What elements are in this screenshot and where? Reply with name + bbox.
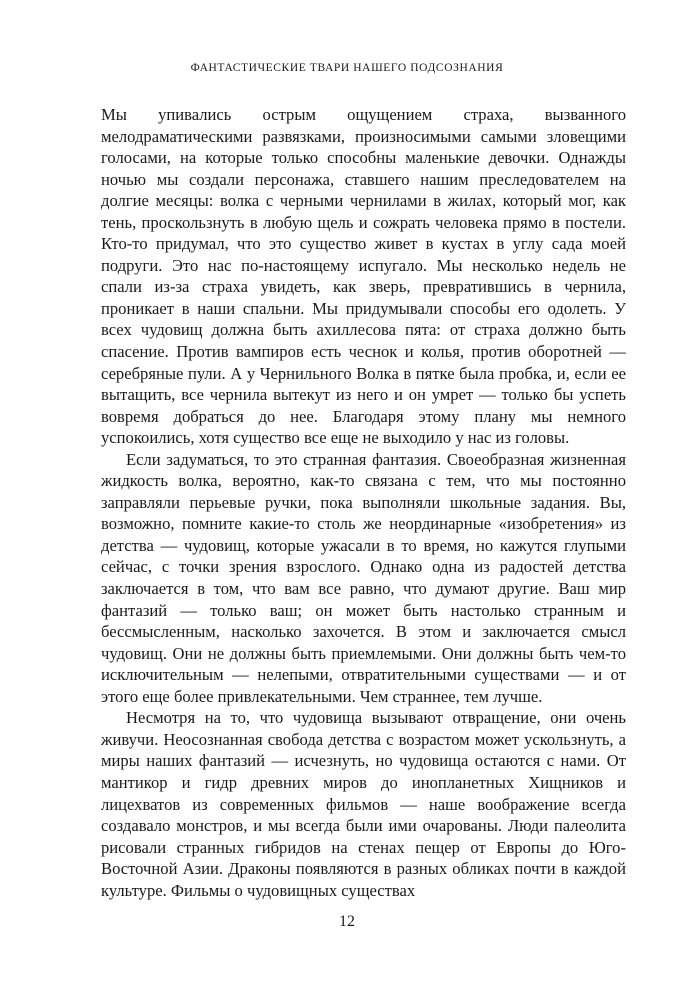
page-number: 12 [339,913,355,930]
paragraph-1: Мы упивались острым ощущением страха, вызванного мелодраматическими развязками, произносимыми самыми зловещими голосами, на которые только способны маленькие девочки. Однажды ночью мы создали персонажа, ставшего нашим преследователем на долгие месяцы: волка с черными чернилами в жилах, который мог, как тень, проскользнуть в любую щель и сожрать человека прямо в постели. Кто-то придумал, что это существо живет в кустах в углу сада моей подруги. Это нас по-настоящему испугало. Мы несколько недель не спали из-за страха увидеть, как зверь, превратившись в чернила, проникает в наши спальни. Мы придумывали способы его одолеть. У всех чудовищ должна быть ахиллесова пята: от страха должно быть спасение. Против вампиров есть чеснок и колья, против оборотней — серебряные пули. А у Чернильного Волка в пятке была пробка, и, если ее вытащить, все чернила вытекут из него и он умрет — только бы успеть вовремя добраться до нее. Благодаря этому плану мы немного успокоились, хотя существо все еще не выходило у нас из головы. [101,105,626,448]
body-text [101,104,626,901]
running-head: ФАНТАСТИЧЕСКИЕ ТВАРИ НАШЕГО ПОДСОЗНАНИЯ [190,62,504,74]
paragraph-2: Если задуматься, то это странная фантазия. Своеобразная жизненная жидкость волка, вероятно, как-то связана с тем, что мы постоянно заправляли перьевые ручки, пока выполняли школьные задания. Вы, возможно, помните какие-то столь же неординарные «изобретения» из детства — чудовищ, которые ужасали в то время, но кажутся глупыми сейчас, с точки зрения взрослого. Однако одна из радостей детства заключается в том, что вам все равно, что думают другие. Ваш мир фантазий — только ваш; он может быть настолько странным и бессмысленным, насколько захочется. В этом и заключается смысл чудовищ. Они не должны быть приемлемыми. Они должны быть чем-то исключительным — нелепыми, отвратительными существами — и от этого еще более привлекательными. Чем страннее, тем лучше. [101,449,626,706]
paragraph-3: Несмотря на то, что чудовища вызывают отвращение, они очень живучи. Неосознанная свобода детства с возрастом может ускользнуть, а миры наших фантазий — исчезнуть, но чудовища остаются с нами. От мантикор и гидр древних миров до инопланетных Хищников и лицехватов из современных фильмов — наше воображение всегда создавало монстров, и мы всегда были ими очарованы. Люди палеолита рисовали странных гибридов на стенах пещер от Европы до Юго-Восточной Азии. Драконы появляются в разных обликах почти в каждой культуре. Фильмы о чудовищных существах [101,708,626,900]
